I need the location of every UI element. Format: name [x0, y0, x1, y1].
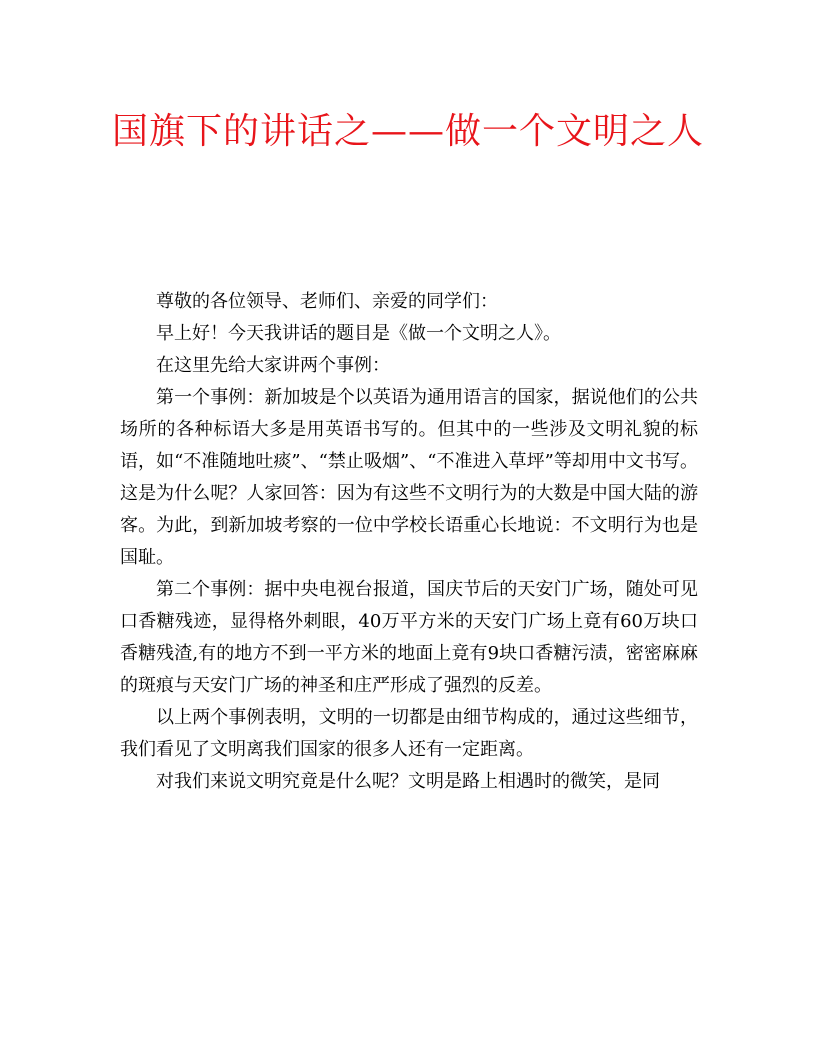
paragraph-civilization: 对我们来说文明究竟是什么呢？文明是路上相遇时的微笑，是同	[156, 771, 660, 792]
document-title: 国旗下的讲话之——做一个文明之人	[111, 111, 704, 152]
paragraph-example-two: 第二个事例：据中央电视台报道，国庆节后的天安门广场，随处可见口香糖残迹，显得格外刺眼，40万平方米的天安门广场上竟有60万块口香糖残渣,有的地方不到一平方米的地面上竟有9块口香糖污渍，密密麻麻的斑痕与天安门广场的神圣和庄严形成了强烈的反差。	[120, 579, 698, 696]
paragraph-conclusion: 以上两个事例表明，文明的一切都是由细节构成的，通过这些细节，我们看见了文明离我们国家的很多人还有一定距离。	[120, 707, 698, 760]
paragraph-intro: 在这里先给大家讲两个事例：	[156, 355, 390, 376]
paragraph-salutation: 尊敬的各位领导、老师们、亲爱的同学们：	[156, 291, 498, 312]
paragraph-greeting: 早上好！今天我讲话的题目是《做一个文明之人》。	[156, 323, 561, 344]
document-body	[120, 286, 698, 798]
paragraph-example-one: 第一个事例：新加坡是个以英语为通用语言的国家，据说他们的公共场所的各种标语大多是用英语书写的。但其中的一些涉及文明礼貌的标语，如“不准随地吐痰”、“禁止吸烟”、“不准进入草坪”等却用中文书写。这是为什么呢？人家回答：因为有这些不文明行为的大数是中国大陆的游客。为此，到新加坡考察的一位中学校长语重心长地说：不文明行为也是国耻。	[120, 387, 698, 568]
